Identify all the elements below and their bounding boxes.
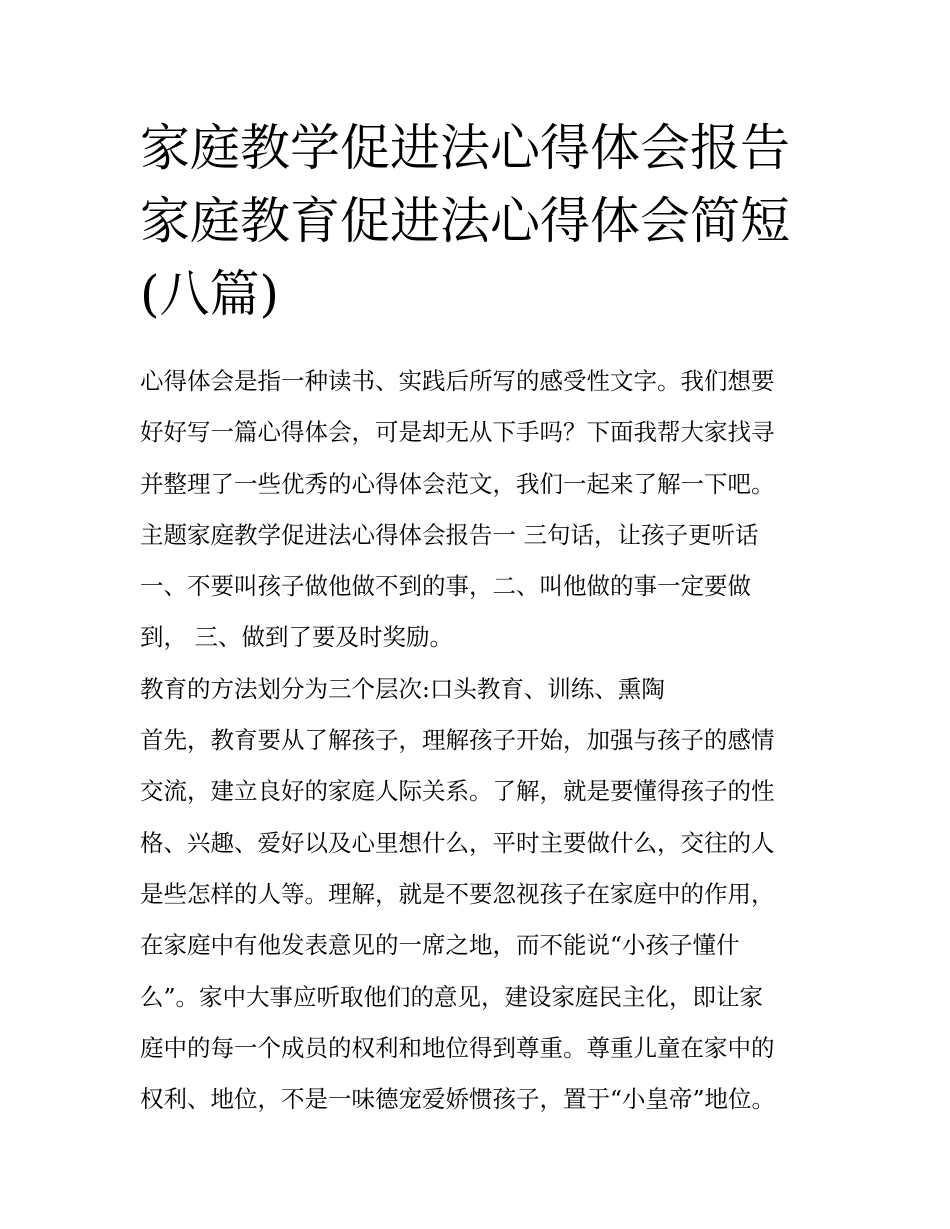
body-line: 是些怎样的人等。理解，就是不要忽视孩子在家庭中的作用，	[140, 879, 775, 908]
body-line: 心得体会是指一种读书、实践后所写的感受性文字。我们想要	[140, 367, 775, 395]
body-line: 权利、地位，不是一味德宠爱娇惯孩子，置于“小皇帝”地位。	[140, 1085, 776, 1114]
body-line: 交流，建立良好的家庭人际关系。了解，就是要懂得孩子的性	[140, 777, 775, 806]
body-line: 好好写一篇心得体会，可是却无从下手吗？下面我帮大家找寻	[140, 418, 775, 447]
body-line: 首先，教育要从了解孩子，理解孩子开始，加强与孩子的感情	[140, 726, 775, 755]
title-line: (八篇)	[140, 265, 280, 323]
body-line: 一、不要叫孩子做他做不到的事，二、叫他做的事一定要做	[140, 572, 751, 601]
body-line: 格、兴趣、爱好以及心里想什么，平时主要做什么，交往的人	[140, 828, 775, 857]
body-line: 主题家庭教学促进法心得体会报告一 三句话，让孩子更听话	[140, 520, 759, 549]
title-line: 家庭教学促进法心得体会报告	[140, 119, 790, 177]
body-line: 庭中的每一个成员的权利和地位得到尊重。尊重儿童在家中的	[140, 1033, 775, 1062]
body-line: 么”。家中大事应听取他们的意见，建设家庭民主化，即让家	[140, 982, 764, 1011]
body-line: 并整理了一些优秀的心得体会范文，我们一起来了解一下吧。	[140, 469, 775, 498]
title-line: 家庭教育促进法心得体会简短	[140, 192, 790, 250]
document-title	[140, 112, 830, 331]
body-line: 教育的方法划分为三个层次:口头教育、训练、熏陶	[140, 674, 665, 703]
body-line: 在家庭中有他发表意见的一席之地，而不能说“小孩子懂什	[140, 931, 740, 960]
body-line: 到， 三、做到了要及时奖励。	[140, 623, 453, 652]
document-body	[140, 356, 830, 1125]
